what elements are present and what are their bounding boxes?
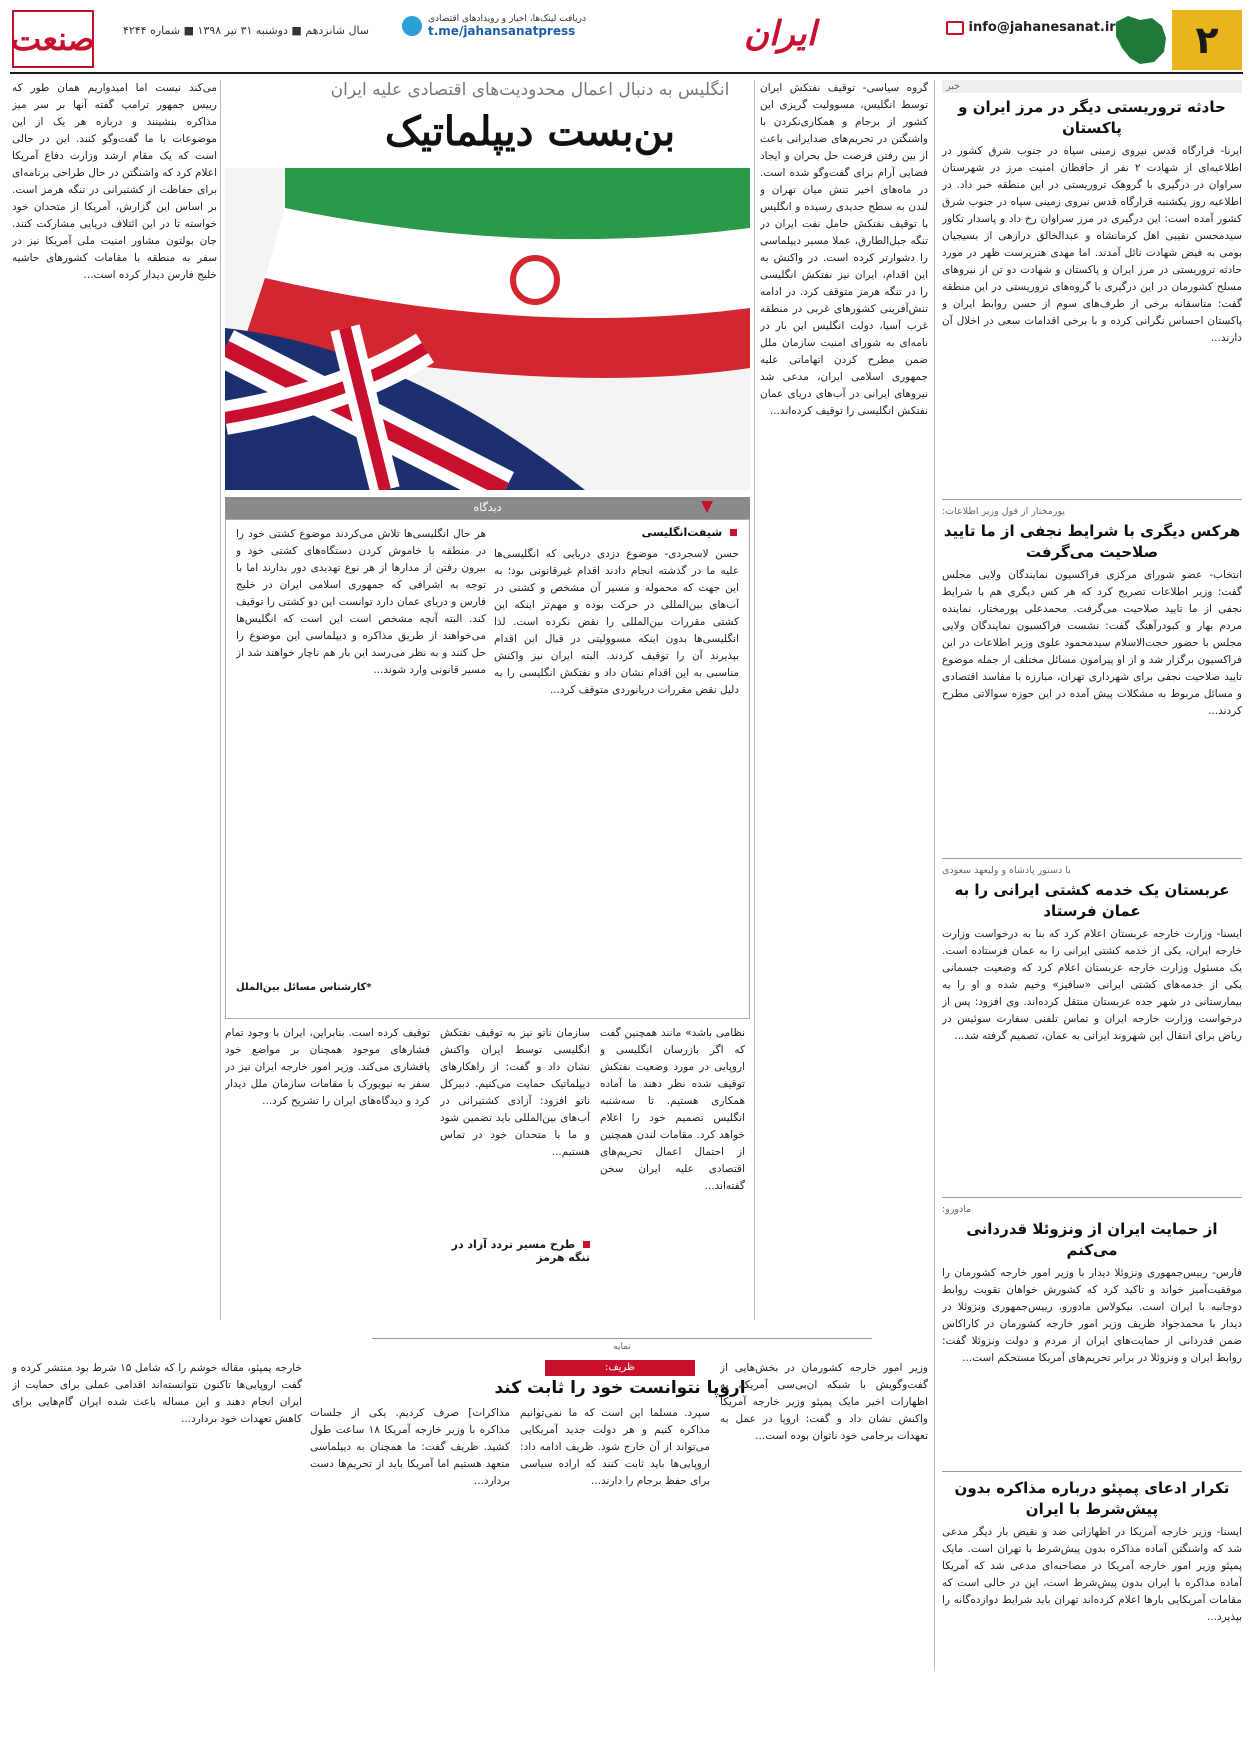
right-news-column xyxy=(942,80,1242,1680)
email-address[interactable]: info@jahanesanat.ir xyxy=(942,20,1116,35)
main-headline: بن‌بست دیپلماتیک xyxy=(384,108,676,155)
news-body: انتخاب- عضو شورای مرکزی فراکسیون نمایندگان ولایی مجلس گفت: وزیر اطلاعات تصریح کرد که هر کس دیگری هم با شرایط نجفی از ما تایید صلاحیت می‌گرفت. محمدعلی پورمختار، نماینده مردم بهار و کبودرآهنگ گفت: نشست فراکسیون نمایندگان ولایی مجلس با حضور حجت‌الاسلام سیدمحمود علوی وزیر اطلاعات در این فراکسیون برگزار شد و از او پیرامون مسائل مختلف از جمله موضوع تایید صلاحیت نجفی برای شهرداری تهران، مبارزه با مفاسد اقتصادی و مسائل مربوط به مشکلات پیش آمده در این حوزه سوالاتی مطرح کردند... xyxy=(942,569,1242,717)
bullet-icon xyxy=(583,1241,590,1248)
opinion-box xyxy=(225,519,750,1019)
news-title: از حمایت ایران از ونزوئلا قدردانی می‌کنم xyxy=(966,1220,1218,1259)
news-body: ایسنا- وزارت خارجه عربستان اعلام کرد که بنا به درخواست وزارت خارجه ایران، یکی از خدمه کشتی ایرانی را به عمان فرستاده است. یک مسئول وزارت خارجه عربستان اعلام کرد که وضعیت جسمانی یکی از خدمه‌های کشتی ایرانی «سافیز» وخیم شده و او را به بیمارستانی در شهر جده عربستان منتقل کرده‌اند. وی افزود: پس از درخواست وزارت خارجه ایران و تماس تلفنی سفارت سوئیس در ریاض برای انتقال این شهروند ایرانی به عمان، تصمیم گرفته شد... xyxy=(942,928,1242,1042)
news-kicker: خبر xyxy=(942,80,1242,93)
news-kicker: پورمختار از قول وزیر اطلاعات: xyxy=(942,506,1066,517)
news-body: ایرنا- قرارگاه قدس نیروی زمینی سپاه در جنوب شرق کشور در اطلاعیه‌ای از شهادت ۲ نفر از حافظان امنیت مرز در شهرستان سراوان در درگیری با گروهک تروریستی در این منطقه خبر داد. در اطلاعیه روز یکشنبه قرارگاه قدس نیروی زمینی سپاه در جنوب شرق کشور آمده است: این درگیری در مرز سراوان رخ داد و پاسدار تکاور سیدمحسن نقیبی اهل کرمانشاه و عبدالخالق درازهی از بسیجیان بومی به فیض شهادت نائل آمدند. اما مهدی هنرپرست ظهر در مورد حادثه تروریستی در مرز ایران و پاکستان و شهادت دو تن از نیروهای مسلح کشورمان در این درگیری با گروه‌های تروریستی در این منطقه گفت: متاسفانه برخی از طرف‌های سوم از حسن روابط ایران و پاکستان احساس نگرانی کرده و با برخی اقدامات سعی در اخلال آن دارند... xyxy=(942,145,1242,344)
telegram-caption: دریافت لینک‌ها، اخبار و رویدادهای اقتصادی xyxy=(428,14,586,24)
newspaper-logo: صنعت xyxy=(12,10,94,68)
news-kicker: مادورو: xyxy=(942,1204,972,1215)
news-title: حادثه تروریستی دیگر در مرز ایران و پاکستان xyxy=(958,98,1226,137)
header-divider xyxy=(10,72,1243,74)
news-title: عربستان یک خدمه کشتی ایرانی را به عمان فرستاد xyxy=(954,881,1230,920)
lower-column-4: توقیف کرده است. بنابراین، ایران با وجود تمام فشارهای موجود همچنان بر مواضع خود پافشاری می‌کند. وزیر امور خارجه ایران نیز در سفر به نیویورک با مقامات سازمان ملل دیدار کرد و دیدگاه‌های ایران را تشریح کرد... xyxy=(225,1027,430,1107)
lower-column-2: نظامی باشد» مانند همچنین گفت که اگر بازرسان انگلیسی و اروپایی در مورد وضعیت نفتکش توقیف شده نظر دهند ما آماده همکاری هستیم. تا سه‌شنبه انگلیس تصمیم خود را اعلام خواهد کرد. مقامات لندن همچنین از احتمال اعمال تحریم‌های اقتصادی علیه ایران سخن گفته‌اند... xyxy=(600,1027,745,1192)
column-rule xyxy=(934,80,935,1670)
telegram-url[interactable]: t.me/jahansanatpress xyxy=(428,24,576,38)
bullet-icon xyxy=(730,529,737,536)
divider xyxy=(942,858,1242,859)
article-column-a: گروه سیاسی- توقیف نفتکش ایران توسط انگلیس، مسوولیت گریزی این کشور از برجام و همکاری‌نکردن با واشنگتن در تحریم‌های ضدایرانی باعث از بین رفتن فرصت حل بحران و ایجاد فضایی آرام برای گفت‌وگو شده است. در ماه‌های اخیر تنش میان تهران و لندن به سطح جدیدی رسیده و انگلیس با توقیف نفتکش حامل نفت ایران در تنگه جبل‌الطارق، عملا مسیر دیپلماسی را دشوارتر کرده است. در واکنش به این اقدام، ایران نیز نفتکش انگلیسی را در تنگه هرمز متوقف کرد. در ادامه تنش‌آفرینی کشورهای غربی در منطقه غرب آسیا، دولت انگلیس این بار در نامه‌ای به شورای امنیت سازمان ملل ضمن مطرح کردن اتهاماتی علیه جمهوری اسلامی ایران، مدعی شد نیروهای ایرانی در آب‌های دریای عمان نفتکش انگلیسی را توقیف کرده‌اند... xyxy=(760,82,928,417)
iran-uk-flags-image xyxy=(225,168,750,490)
news-title: تکرار ادعای پمپئو درباره مذاکره بدون پیش‌شرط با ایران xyxy=(954,1479,1230,1518)
divider xyxy=(942,499,1242,500)
page-number-badge: ۲ xyxy=(1172,10,1242,70)
column-rule xyxy=(754,80,755,1320)
subhead: طرح مسیر تردد آزاد در تنگه هرمز xyxy=(451,1238,590,1264)
divider xyxy=(942,1471,1242,1472)
news-body: ایسنا- وزیر خارجه آمریکا در اظهاراتی ضد و نقیض بار دیگر مدعی شد که واشنگتن آماده مذاکره بدون پیش‌شرط با تهران است. مایک پمپئو وزیر امور خارجه آمریکا در مصاحبه‌ای مدعی شد که آمریکا آماده مذاکره با ایران بدون پیش‌شرط است، این در حالی است که مقامات آمریکایی بارها اعلام کرده‌اند تهران باید شرایط دوازده‌گانه را بپذیرد... xyxy=(942,1526,1242,1623)
issue-line: سال شانزدهم ■ دوشنبه ۳۱ تیر ۱۳۹۸ ■ شماره ۴۲۴۴ xyxy=(122,24,370,37)
bottom-headline: اروپا نتوانست خود را ثابت کند xyxy=(494,1378,746,1398)
opinion-column-2: هر حال انگلیسی‌ها تلاش می‌کردند موضوع کشتی خود را در منطقه با خاموش کردن دستگاه‌های کشتی خود و بیرون رفتن از مدارها از هر نوع تهدیدی دور بدارند اما با توجه به اشرافی که جمهوری اسلامی ایران در خلیج فارس و دریای عمان دارد توانست این دو کشتی را توقیف کند. البته آنچه مشخص است این است که انگلیس‌ها می‌خواهند از طریق مذاکره و دیپلماسی این موضوع را حل کنند و به نظر می‌رسد این بار هم ناچار خواهند شد از مسیر قانونی وارد شوند... xyxy=(236,528,486,676)
news-kicker: با دستور پادشاه و ولیعهد سعودی xyxy=(942,865,1071,876)
opinion-author: شیفت‌انگلیسی xyxy=(641,526,723,539)
section-title: ایران xyxy=(743,14,817,54)
news-title: هرکس دیگری با شرایط نجفی از ما تایید صلاحیت می‌گرفت xyxy=(943,522,1241,561)
arrow-down-icon xyxy=(697,497,717,517)
mail-icon xyxy=(946,21,964,35)
bottom-column-1: وزیر امور خارجه کشورمان در بخش‌هایی از گفت‌وگویش با شبکه ان‌بی‌سی آمریکا، به اظهارات اخیر مایک پمپئو وزیر خارجه آمریکا واکنش نشان داد و گفت: اروپا در عمل به تعهدات برجامی خود ناتوان بوده است... xyxy=(720,1362,928,1442)
main-subtitle: انگلیس به دنبال اعمال محدودیت‌های اقتصادی علیه ایران xyxy=(330,80,730,100)
article-column-c: می‌کند نیست اما امیدواریم همان طور که رییس جمهور ترامپ گفته آنها بر سر میز مذاکره بنشینند و درباره هر یک از این موضوعات با ما گفت‌وگو کنند. این در حالی است که یک مقام ارشد وزارت دفاع آمریکا اعلام کرد که واشنگتن در حال طراحی برنامه‌ای برای حفاظت از کشتیرانی در تنگه هرمز است. بر اساس این گزارش، آمریکا از متحدان خود خواسته تا در این ائتلاف دریایی مشارکت کنند. جان بولتون مشاور امنیت ملی آمریکا نیز در سفر به منطقه با مقامات کشورهای حاشیه خلیج فارس دیدار کرده است... xyxy=(12,82,217,281)
bottom-column-3: مذاکرات] صرف کردیم. یکی از جلسات مذاکره با وزیر خارجه آمریکا ۱۸ ساعت طول کشید. ظریف گفت: ما همچنان به دیپلماسی متعهد هستیم اما آمریکا باید از تحریم‌ها دست بردارد... xyxy=(310,1407,510,1487)
telegram-block[interactable] xyxy=(402,14,602,38)
bottom-column-4: خارجه پمپئو، مقاله خوشم را که شامل ۱۵ شرط بود منتشر کرده و گفت اروپایی‌ها تاکنون نتوانسته‌اند اقدامی عملی برای حمایت از ایران انجام دهند و این مساله باعث شده ایران گام‌هایی برای کاهش تعهدات خود بردارد... xyxy=(12,1362,302,1425)
news-body: فارس- رییس‌جمهوری ونزوئلا دیدار با وزیر امور خارجه کشورمان را موفقیت‌آمیز خواند و تاکید کرد که کشورش خواهان تقویت روابط دوجانبه با ایران است. نیکولاس مادورو، رییس‌جمهوری ونزوئلا در دیدار با محمدجواد ظریف وزیر امور خارجه کشورمان در کاراکاس ضمن قدردانی از حمایت‌های ایران از مردم و دولت ونزوئلا گفت: روابط ایران و ونزوئلا در برابر تحریم‌های آمریکا مستحکم است... xyxy=(942,1267,1242,1364)
zarif-label: ظریف: xyxy=(545,1360,695,1376)
bottom-column-2: سپرد. مسلما این است که ما نمی‌توانیم مذاکره کنیم و هر دولت جدید آمریکایی می‌تواند از آن خارج شود. ظریف ادامه داد: اروپایی‌ها باید ثابت کنند که اراده سیاسی برای حفظ برجام را دارند... xyxy=(520,1407,710,1487)
opinion-signature: *کارشناس مسائل بین‌الملل xyxy=(236,982,372,993)
column-rule xyxy=(220,80,221,1320)
lower-column-3: سازمان ناتو نیز به توقیف نفتکش انگلیسی توسط ایران واکنش نشان داد و گفت: از راهکارهای دیپلماتیک حمایت می‌کنیم. دبیرکل ناتو افزود: آزادی کشتیرانی در آب‌های بین‌المللی باید تضمین شود و ما با متحدان خود در تماس هستیم... xyxy=(440,1027,590,1158)
divider xyxy=(942,1197,1242,1198)
iran-map-icon xyxy=(1110,12,1172,68)
telegram-icon xyxy=(402,16,422,36)
flags-photo xyxy=(225,168,750,490)
bottom-tagline: نمایه xyxy=(372,1338,872,1354)
opinion-label: دیدگاه xyxy=(225,497,750,519)
opinion-column-1: حسن لاسجردی- موضوع دزدی دریایی که انگلیسی‌ها علیه ما در گذشته انجام دادند اقدام غیرقانونی بود؛ به این جهت که محموله و مسیر آن مشخص و کشتی در آب‌های بین‌المللی در حرکت بوده و مهم‌تر اینکه این کشتی مقررات بین‌المللی را نقض نکرده است. لذا انگلیسی‌ها بدون اینکه مسوولیتی در قبال این اقدام بپذیرند آن را توقیف کردند. البته ایران نیز واکنش مناسبی به این اقدام نشان داد و نفتکش انگلیسی را به دلیل نقض مقررات دریانوردی متوقف کرد... xyxy=(494,548,739,696)
